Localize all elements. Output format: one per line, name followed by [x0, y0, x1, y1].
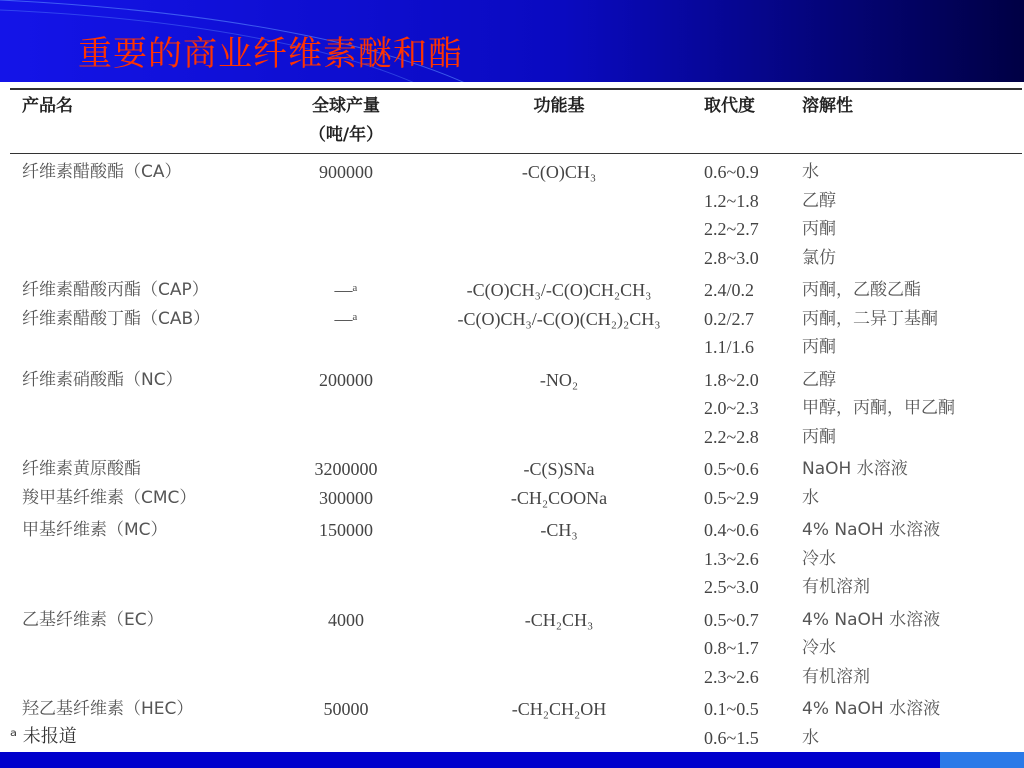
solubility-value: 4% NaOH 水溶液 [802, 699, 941, 719]
table-row [10, 451, 1022, 484]
cell-solubility [798, 272, 1022, 305]
cell-group: -CH₂CH₃ [524, 609, 594, 630]
cell-solubility [798, 451, 1022, 484]
cell-group: -NO₂ [539, 369, 579, 390]
footnote: ᵃ 未报道 [10, 726, 77, 747]
solubility-value: 水 [802, 162, 819, 182]
cell-group: -C(O)CH₃/-C(O)CH₂CH₃ [466, 280, 652, 300]
cell-ds [698, 272, 798, 305]
header-name: 产品名 [22, 96, 73, 116]
header-output-line1: 全球产量 [312, 96, 380, 116]
ds-value: 1.1/1.6 [704, 337, 755, 357]
cell-name: 纤维素醋酸丙酯（CAP） [22, 280, 209, 300]
solubility-value: 水 [802, 487, 819, 508]
table-row [10, 484, 1022, 513]
solubility-value: 丙酮，乙酸乙酯 [802, 280, 921, 300]
cell-output: 150000 [319, 520, 373, 540]
ds-value: 0.8~1.7 [704, 638, 759, 658]
bottom-accent [940, 752, 1024, 768]
cell-ds [698, 305, 798, 362]
ds-value: 1.8~2.0 [704, 369, 759, 390]
ds-value: 2.5~3.0 [704, 577, 759, 597]
cell-ds [698, 451, 798, 484]
cell-solubility [798, 512, 1022, 602]
ds-value: 0.5~0.6 [704, 459, 759, 479]
cell-ds [698, 362, 798, 452]
ds-value: 0.4~0.6 [704, 520, 759, 540]
content-panel [0, 82, 1024, 752]
header-group: 功能基 [533, 96, 585, 116]
header-output [272, 89, 420, 154]
cell-output: 900000 [319, 162, 373, 182]
solubility-value: 4% NaOH 水溶液 [802, 609, 941, 630]
cellulose-table [10, 88, 1022, 754]
cell-name: 纤维素醋酸丁酯（CAB） [22, 308, 211, 329]
solubility-value: NaOH 水溶液 [802, 459, 908, 479]
ds-value: 2.0~2.3 [704, 398, 759, 418]
cell-solubility [798, 602, 1022, 692]
solubility-value: 冷水 [802, 548, 836, 569]
cell-name: 纤维素黄原酸酯 [22, 459, 141, 479]
cell-output: 50000 [323, 699, 369, 719]
solubility-value: 丙酮，二异丁基酮 [802, 308, 938, 329]
cell-group: -CH₂CH₂OH [511, 699, 607, 719]
table-row [10, 154, 1022, 273]
solubility-value: 乙醇 [802, 369, 836, 390]
cell-solubility [798, 691, 1022, 753]
solubility-value: 有机溶剂 [802, 577, 870, 597]
cell-name: 甲基纤维素（MC） [22, 520, 168, 540]
ds-value: 2.8~3.0 [704, 247, 759, 268]
table-row [10, 305, 1022, 362]
solubility-value: 丙酮 [802, 337, 836, 357]
ds-value: 2.2~2.8 [704, 426, 759, 447]
cell-name: 羧甲基纤维素（CMC） [22, 487, 197, 508]
table-header-row [10, 89, 1022, 154]
cell-output: 200000 [319, 369, 373, 390]
cell-output: —ᵃ [334, 308, 358, 329]
cell-name: 纤维素醋酸酯（CA） [22, 162, 182, 182]
cell-solubility [798, 154, 1022, 273]
ds-value: 0.6~1.5 [704, 727, 759, 748]
ds-value: 2.2~2.7 [704, 219, 759, 239]
solubility-value: 丙酮 [802, 426, 836, 447]
table-row [10, 272, 1022, 305]
cell-ds [698, 602, 798, 692]
header-output-line2: （吨/年） [308, 124, 384, 145]
ds-value: 0.2/2.7 [704, 308, 755, 329]
solubility-value: 乙醇 [802, 190, 836, 211]
cell-solubility [798, 305, 1022, 362]
table-row [10, 512, 1022, 602]
table-row [10, 362, 1022, 452]
cell-name: 纤维素硝酸酯（NC） [22, 369, 183, 390]
ds-value: 0.5~0.7 [704, 609, 759, 630]
cell-solubility [798, 484, 1022, 513]
solubility-value: 冷水 [802, 638, 836, 658]
cell-ds [698, 154, 798, 273]
cell-ds [698, 484, 798, 513]
solubility-value: 氯仿 [802, 247, 836, 268]
solubility-value: 甲醇，丙酮，甲乙酮 [802, 398, 955, 418]
cell-output: 3200000 [314, 459, 378, 479]
cell-solubility [798, 362, 1022, 452]
cell-group: -CH₂COONa [510, 487, 608, 508]
slide-title: 重要的商业纤维素醚和酯 [78, 34, 463, 74]
table-row [10, 602, 1022, 692]
cell-output: —ᵃ [334, 280, 358, 300]
cell-name: 乙基纤维素（EC） [22, 609, 164, 630]
cell-group: -CH₃ [540, 520, 578, 540]
ds-value: 0.5~2.9 [704, 487, 759, 508]
cell-ds [698, 512, 798, 602]
ds-value: 0.6~0.9 [704, 162, 759, 182]
header-solubility: 溶解性 [802, 96, 853, 116]
cell-name: 羟乙基纤维素（HEC） [22, 699, 194, 719]
ds-value: 0.1~0.5 [704, 699, 759, 719]
ds-value: 1.2~1.8 [704, 190, 759, 211]
solubility-value: 有机溶剂 [802, 666, 870, 687]
cell-ds [698, 691, 798, 753]
solubility-value: 丙酮 [802, 219, 836, 239]
table-row [10, 691, 1022, 753]
cell-group: -C(O)CH₃/-C(O)(CH₂)₂CH₃ [457, 308, 661, 329]
solubility-value: 水 [802, 727, 819, 748]
ds-value: 2.3~2.6 [704, 666, 759, 687]
ds-value: 1.3~2.6 [704, 548, 759, 569]
bottom-bar [0, 752, 1024, 768]
cell-group: -C(O)CH₃ [521, 162, 597, 182]
header-ds: 取代度 [704, 96, 755, 116]
cell-output: 4000 [328, 609, 364, 630]
cell-output: 300000 [319, 487, 373, 508]
ds-value: 2.4/0.2 [704, 280, 755, 300]
cell-group: -C(S)SNa [523, 459, 595, 479]
solubility-value: 4% NaOH 水溶液 [802, 520, 941, 540]
